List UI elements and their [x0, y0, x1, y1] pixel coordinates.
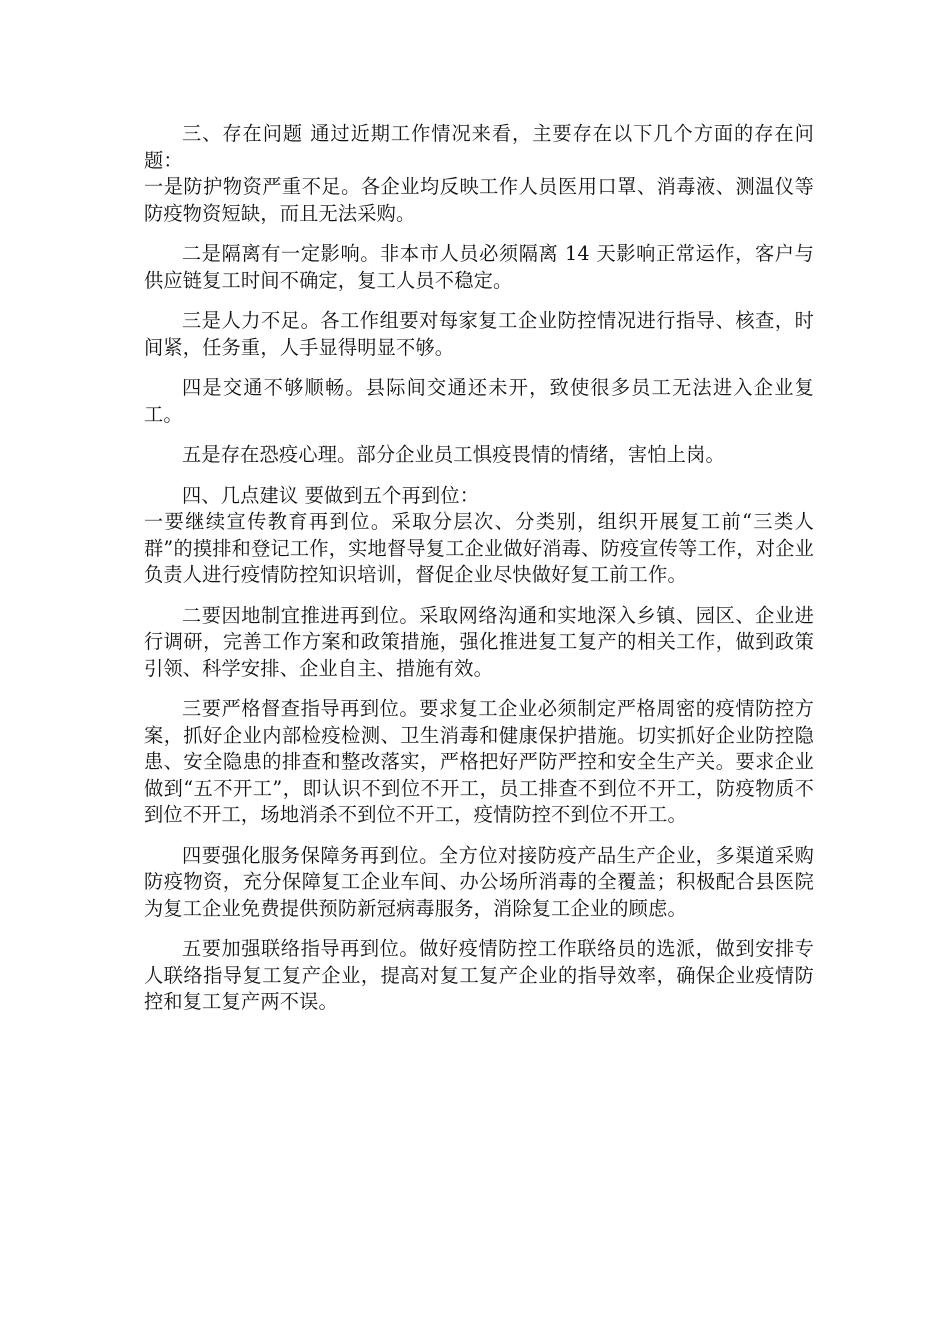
- problem-4: 四是交通不够顺畅。县际间交通还未开，致使很多员工无法进入企业复工。: [144, 376, 814, 426]
- suggestion-3: 三要严格督查指导再到位。要求复工企业必须制定严格周密的疫情防控方案，抓好企业内部检疫检测、卫生消毒和健康保护措施。切实抓好企业防控隐患、安全隐患的排查和整改落实，严格把好严防严控和安全生产关。要求企业做到“五不开工”，即认识不到位不开工，员工排查不到位不开工，防疫物质不到位不开工，场地消杀不到位不开工，疫情防控不到位不开工。: [144, 697, 814, 826]
- suggestion-1: 一要继续宣传教育再到位。采取分层次、分类别，组织开展复工前“三类人群”的摸排和登记工作，实地督导复工企业做好消毒、防疫宣传等工作，对企业负责人进行疫情防控知识培训，督促企业尽快做好复工前工作。: [144, 510, 814, 586]
- problem-3: 三是人力不足。各工作组要对每家复工企业防控情况进行指导、核查，时间紧，任务重，人手显得明显不够。: [144, 309, 814, 359]
- document-body: [144, 121, 814, 1016]
- problem-2: 二是隔离有一定影响。非本市人员必须隔离 14 天影响正常运作，客户与供应链复工时间不确定，复工人员不稳定。: [144, 242, 814, 292]
- problem-1: 一是防护物资严重不足。各企业均反映工作人员医用口罩、消毒液、测温仪等防疫物资短缺，而且无法采购。: [144, 175, 814, 225]
- section-3-heading: 三、存在问题 通过近期工作情况来看，主要存在以下几个方面的存在问题：: [144, 122, 814, 172]
- suggestion-4: 四要强化服务保障务再到位。全方位对接防疫产品生产企业，多渠道采购防疫物资，充分保障复工企业车间、办公场所消毒的全覆盖；积极配合县医院为复工企业免费提供预防新冠病毒服务，消除复工企业的顾虑。: [144, 843, 814, 920]
- section-4-heading: 四、几点建议 要做到五个再到位：: [182, 483, 480, 507]
- problem-5: 五是存在恐疫心理。部分企业员工惧疫畏情的情绪，害怕上岗。: [182, 443, 725, 466]
- suggestion-2: 二要因地制宜推进再到位。采取网络沟通和实地深入乡镇、园区、企业进行调研，完善工作方案和政策措施，强化推进复工复产的相关工作，做到政策引领、科学安排、企业自主、措施有效。: [144, 603, 814, 680]
- suggestion-5: 五要加强联络指导再到位。做好疫情防控工作联络员的选派，做到安排专人联络指导复工复产企业，提高对复工复产企业的指导效率，确保企业疫情防控和复工复产两不误。: [144, 937, 814, 1013]
